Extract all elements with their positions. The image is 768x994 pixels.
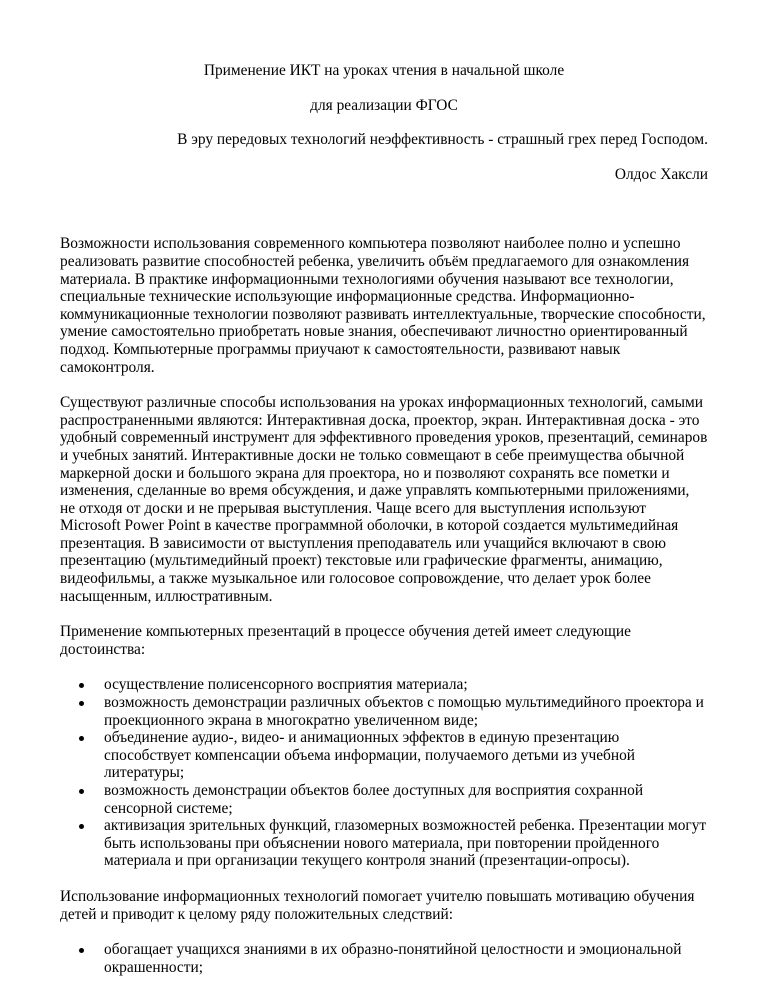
document-title: Применение ИКТ на уроках чтения в начальной школе xyxy=(203,62,565,79)
paragraph-4: Использование информационных технологий помогает учителю повышать мотивацию обучения детей и приводит к целому ряду положительных следствий: xyxy=(60,887,695,923)
paragraph-2: Существуют различные способы использования на уроках информационных технологий, самыми распространенными являются: Интерактивная доска, проектор, экран. Интерактивная доска - это удобный современный инструмент для эффективного проведения уроков, презентаций, семинаров и учебных занятий. Интерактивные доски не только совмещают в себе преимущества обычной маркерной доски и большого экрана для проектора, но и позволяют сохранять все пометки и изменения, сделанные во время обсуждения, и даже управлять компьютерными приложениями, не отходя от доски и не прерывая выступления. Чаще всего для выступления используют Microsoft Power Point в качестве программной оболочки, в которой создается мультимедийная презентация. В зависимости от выступления преподаватель или учащийся включают в свою презентацию (мультимедийный проект) текстовые или графические фрагменты, анимацию, видеофильмы, а также музыкальное или голосовое сопровождение, что делает урок более насыщенным, иллюстративным. xyxy=(60,394,708,605)
bullet-icon xyxy=(79,683,84,688)
bullet-icon xyxy=(79,824,84,829)
list-item-text: объединение аудио-, видео- и анимационных эффектов в единую презентацию способствует компенсации объема информации, получаемого детьми из учебной литературы; xyxy=(104,729,636,782)
list-item-text: активизация зрительных функций, глазомерных возможностей ребенка. Презентации могут быть использованы при объяснении нового материала, при повторении пройденного материала и при организации текущего контроля знаний (презентации-опросы). xyxy=(104,817,707,870)
advantages-list xyxy=(60,676,708,870)
document-subtitle: для реализации ФГОС xyxy=(310,96,458,114)
consequences-list xyxy=(60,941,708,976)
list-item-text: возможность демонстрации объектов более доступных для восприятия сохранной сенсорной системе; xyxy=(104,782,644,817)
paragraph-1: Возможности использования современного компьютера позволяют наиболее полно и успешно реализовать развитие способностей ребенка, увеличить объём предлагаемого для ознакомления материала. В практике информационными технологиями обучения называют все технологии, специальные технические использующие информационные средства. Информационно-коммуникационные технологии позволяют развивать интеллектуальные, творческие способности, умение самостоятельно приобретать новые знания, обеспечивают личностно ориентированный подход. Компьютерные программы приучают к самостоятельности, развивают навык самоконтроля. xyxy=(60,235,706,376)
list-item xyxy=(104,782,708,817)
list-item-text: обогащает учащихся знаниями в их образно-понятийной целостности и эмоциональной окрашенности; xyxy=(104,941,682,976)
bullet-icon xyxy=(79,948,84,953)
list-item xyxy=(104,676,708,694)
bullet-icon xyxy=(79,701,84,706)
list-item xyxy=(104,694,708,729)
paragraph-3: Применение компьютерных презентаций в процессе обучения детей имеет следующие достоинства: xyxy=(60,623,631,658)
list-item-text: возможность демонстрации различных объектов с помощью мультимедийного проектора и проекционного экрана в многократно увеличенном виде; xyxy=(104,694,704,729)
list-item xyxy=(104,817,708,870)
bullet-icon xyxy=(79,789,84,794)
bullet-icon xyxy=(79,736,84,741)
epigraph-author: Олдос Хаксли xyxy=(614,165,708,183)
list-item xyxy=(104,941,708,976)
epigraph-quote: В эру передовых технологий неэффективность - страшный грех перед Господом. xyxy=(177,131,708,149)
list-item xyxy=(104,729,708,782)
list-item-text: осуществление полисенсорного восприятия материала; xyxy=(104,676,468,694)
